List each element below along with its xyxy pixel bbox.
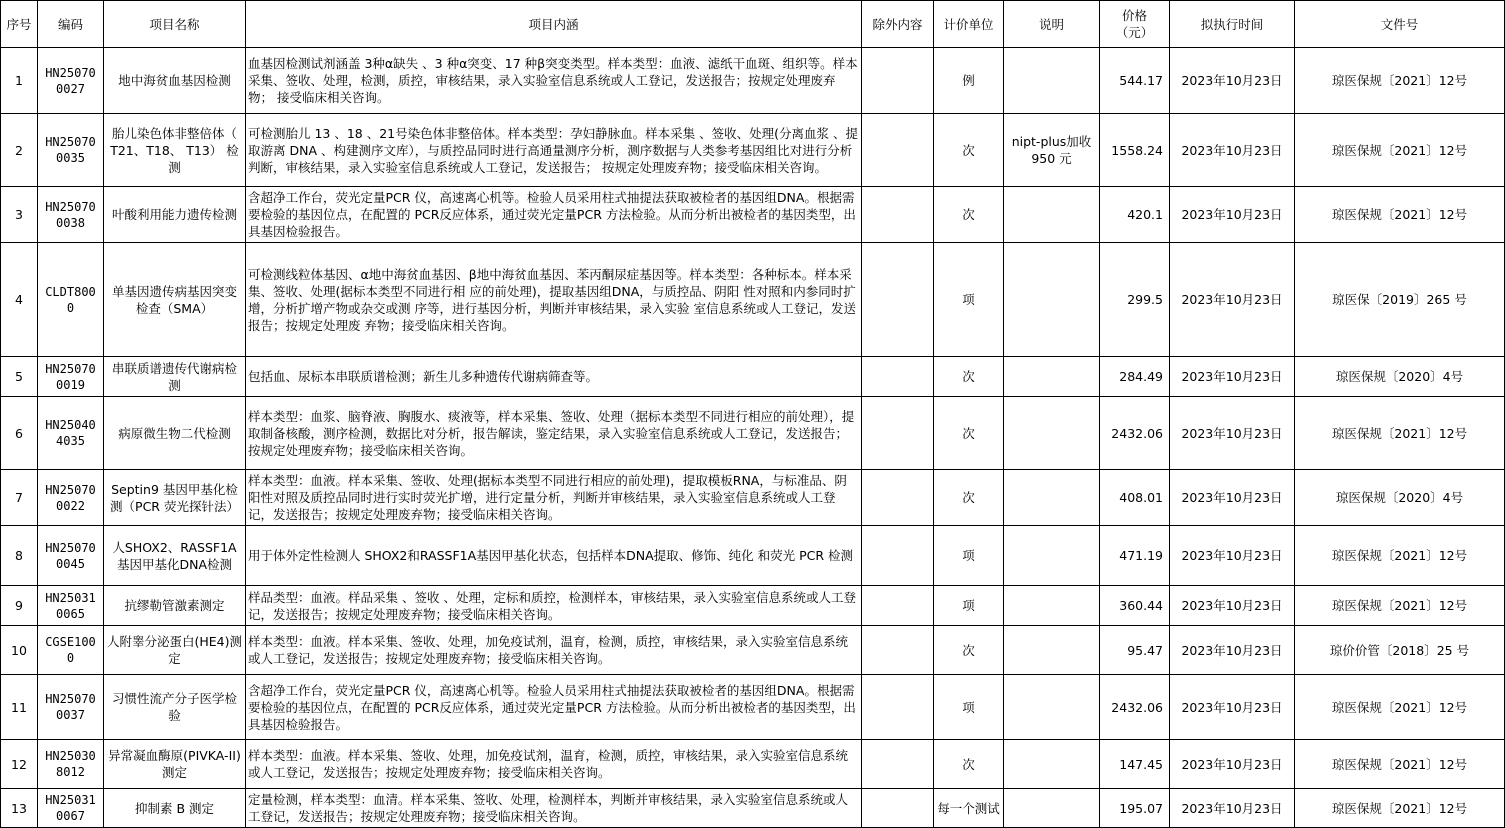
cell-price: 360.44 <box>1100 586 1170 626</box>
cell-code: HN25070 0035 <box>38 114 104 187</box>
header-row <box>1 1 1505 48</box>
cell-price: 420.1 <box>1100 187 1170 243</box>
cell-code: HN25070 0038 <box>38 187 104 243</box>
cell-name: 地中海贫血基因检测 <box>104 48 246 114</box>
cell-seq: 1 <box>1 48 38 114</box>
table-row <box>1 243 1505 357</box>
cell-code: HN25030 8012 <box>38 740 104 789</box>
cell-content: 样本类型：血浆、脑脊液、胸腹水、痰液等，样本采集、签收、处理（据标本类型不同进行相应的前处理），提取制备核酸，测序检测，数据比对分析，报告解读，鉴定结果，录入实验室信息系统或人工登记，发送报告；按规定处理废弃物；接受临床相关咨询。 <box>246 397 862 470</box>
cell-excluded <box>862 187 934 243</box>
cell-seq: 6 <box>1 397 38 470</box>
cell-code: CLDT800 0 <box>38 243 104 357</box>
cell-doc: 琼医保规〔2021〕12号 <box>1295 789 1505 828</box>
cell-content: 含超净工作台，荧光定量PCR 仪，高速离心机等。检验人员采用柱式抽提法获取被检者的基因组DNA。根据需要检验的基因位点，在配置的 PCR反应体系，通过荧光定量PCR 方法检验。从而分析出被检者的基因类型，出具基因检验报告。 <box>246 675 862 740</box>
cell-excluded <box>862 114 934 187</box>
cell-doc: 琼医保规〔2021〕12号 <box>1295 740 1505 789</box>
cell-name: 人SHOX2、RASSF1A 基因甲基化DNA检测 <box>104 526 246 586</box>
cell-doc: 琼价价管〔2018〕25 号 <box>1295 626 1505 675</box>
cell-note <box>1004 789 1100 828</box>
cell-unit: 项 <box>934 526 1004 586</box>
cell-excluded <box>862 357 934 397</box>
cell-excluded <box>862 243 934 357</box>
table-row <box>1 48 1505 114</box>
header-name: 项目名称 <box>104 1 246 48</box>
cell-unit: 项 <box>934 675 1004 740</box>
cell-unit: 次 <box>934 470 1004 526</box>
header-note: 说明 <box>1004 1 1100 48</box>
cell-doc: 琼医保规〔2021〕12号 <box>1295 397 1505 470</box>
cell-doc: 琼医保规〔2021〕12号 <box>1295 187 1505 243</box>
cell-code: CGSE100 0 <box>38 626 104 675</box>
header-content: 项目内涵 <box>246 1 862 48</box>
cell-code: HN25031 0065 <box>38 586 104 626</box>
cell-content: 可检测线粒体基因、α地中海贫血基因、β地中海贫血基因、苯丙酮尿症基因等。样本类型：各种标本。样本采集、签收、处理(据标本类型不同进行相 应的前处理)，提取基因组DNA，与质控品、阴阳 性对照和内参同时扩增，分析扩增产物或杂交或测 序等，进行基因分析，判断并审核结果，录入实验 室信息系统或人工登记，发送报告；按规定处理废 弃物；接受临床相关咨询。 <box>246 243 862 357</box>
cell-name: 抑制素 B 测定 <box>104 789 246 828</box>
cell-code: HN25070 0027 <box>38 48 104 114</box>
cell-unit: 项 <box>934 586 1004 626</box>
cell-doc: 琼医保规〔2020〕4号 <box>1295 470 1505 526</box>
cell-seq: 4 <box>1 243 38 357</box>
cell-name: 异常凝血酶原(PIVKA-II)测定 <box>104 740 246 789</box>
cell-note <box>1004 357 1100 397</box>
header-code: 编码 <box>38 1 104 48</box>
cell-unit: 每一个测试 <box>934 789 1004 828</box>
cell-excluded <box>862 740 934 789</box>
cell-content: 样本类型：血液。样本采集、签收、处理，加免疫试剂，温育，检测，质控，审核结果，录入实验室信息系统或人工登记，发送报告；按规定处理废弃物；接受临床相关咨询。 <box>246 626 862 675</box>
cell-name: 叶酸利用能力遗传检测 <box>104 187 246 243</box>
cell-price: 299.5 <box>1100 243 1170 357</box>
cell-doc: 琼医保规〔2020〕4号 <box>1295 357 1505 397</box>
cell-date: 2023年10月23日 <box>1170 789 1295 828</box>
cell-price: 2432.06 <box>1100 397 1170 470</box>
cell-note <box>1004 397 1100 470</box>
cell-seq: 7 <box>1 470 38 526</box>
cell-unit: 次 <box>934 626 1004 675</box>
cell-seq: 3 <box>1 187 38 243</box>
cell-name: Septin9 基因甲基化检测（PCR 荧光探针法） <box>104 470 246 526</box>
cell-doc: 琼医保规〔2021〕12号 <box>1295 48 1505 114</box>
cell-price: 147.45 <box>1100 740 1170 789</box>
header-excluded: 除外内容 <box>862 1 934 48</box>
table-row <box>1 114 1505 187</box>
header-unit: 计价单位 <box>934 1 1004 48</box>
cell-content: 可检测胎儿 13 、18 、21号染色体非整倍体。样本类型：孕妇静脉血。样本采集 、签收、处理(分离血浆 、提取游离 DNA 、构建测序文库），与质控品同时进行高通量测序分析，测序数据与人类参考基因组比对进行分析判断，审核结果，录入实验室信息系统或人工登记，发送报告； 按规定处理废弃物；接受临床相关咨询。 <box>246 114 862 187</box>
cell-unit: 次 <box>934 114 1004 187</box>
cell-excluded <box>862 48 934 114</box>
cell-unit: 项 <box>934 243 1004 357</box>
cell-excluded <box>862 397 934 470</box>
cell-code: HN25040 4035 <box>38 397 104 470</box>
cell-name: 胎儿染色体非整倍体（ T21、T18、 T13） 检测 <box>104 114 246 187</box>
header-doc: 文件号 <box>1295 1 1505 48</box>
cell-price: 1558.24 <box>1100 114 1170 187</box>
cell-doc: 琼医保规〔2021〕12号 <box>1295 675 1505 740</box>
cell-seq: 8 <box>1 526 38 586</box>
cell-code: HN25070 0045 <box>38 526 104 586</box>
cell-excluded <box>862 626 934 675</box>
cell-date: 2023年10月23日 <box>1170 740 1295 789</box>
cell-unit: 次 <box>934 740 1004 789</box>
cell-content: 包括血、尿标本串联质谱检测；新生儿多种遗传代谢病筛查等。 <box>246 357 862 397</box>
cell-excluded <box>862 675 934 740</box>
cell-code: HN25070 0022 <box>38 470 104 526</box>
cell-excluded <box>862 789 934 828</box>
cell-price: 95.47 <box>1100 626 1170 675</box>
table-row <box>1 187 1505 243</box>
cell-date: 2023年10月23日 <box>1170 675 1295 740</box>
cell-date: 2023年10月23日 <box>1170 470 1295 526</box>
cell-code: HN25070 0019 <box>38 357 104 397</box>
cell-date: 2023年10月23日 <box>1170 526 1295 586</box>
cell-note <box>1004 586 1100 626</box>
cell-doc: 琼医保规〔2021〕12号 <box>1295 526 1505 586</box>
cell-date: 2023年10月23日 <box>1170 357 1295 397</box>
cell-unit: 次 <box>934 187 1004 243</box>
cell-price: 408.01 <box>1100 470 1170 526</box>
cell-note <box>1004 470 1100 526</box>
header-price: 价格 （元） <box>1100 1 1170 48</box>
cell-note <box>1004 243 1100 357</box>
cell-date: 2023年10月23日 <box>1170 586 1295 626</box>
cell-content: 样本类型：血液。样本采集、签收、处理，加免疫试剂，温育，检测，质控，审核结果，录入实验室信息系统或人工登记，发送报告；按规定处理废弃物；接受临床相关咨询。 <box>246 740 862 789</box>
cell-seq: 9 <box>1 586 38 626</box>
header-seq: 序号 <box>1 1 38 48</box>
cell-date: 2023年10月23日 <box>1170 48 1295 114</box>
cell-excluded <box>862 586 934 626</box>
cell-note <box>1004 675 1100 740</box>
cell-content: 含超净工作台，荧光定量PCR 仪，高速离心机等。检验人员采用柱式抽提法获取被检者的基因组DNA。根据需要检验的基因位点，在配置的 PCR反应体系，通过荧光定量PCR 方法检验。从而分析出被检者的基因类型，出具基因检验报告。 <box>246 187 862 243</box>
table-row <box>1 586 1505 626</box>
cell-code: HN25031 0067 <box>38 789 104 828</box>
cell-seq: 5 <box>1 357 38 397</box>
cell-seq: 13 <box>1 789 38 828</box>
cell-content: 定量检测，样本类型：血清。样本采集、签收、处理，检测样本，判断并审核结果，录入实验室信息系统或人工登记，发送报告；按规定处理废弃物；接受临床相关咨询。 <box>246 789 862 828</box>
cell-note <box>1004 526 1100 586</box>
cell-name: 单基因遗传病基因突变检查（SMA） <box>104 243 246 357</box>
table-row <box>1 526 1505 586</box>
cell-content: 用于体外定性检测人 SHOX2和RASSF1A基因甲基化状态，包括样本DNA提取、修饰、纯化 和荧光 PCR 检测 <box>246 526 862 586</box>
cell-content: 血基因检测试剂涵盖 3种α缺失 、3 种α突变、17 种β突变类型。样本类型：血液、滤纸干血斑、组织等。样本采集、签收、处理，检测，质控，审核结果，录入实验室信息系统或人工登记，发送报告；按规定处理废弃物； 接受临床相关咨询。 <box>246 48 862 114</box>
table-row <box>1 357 1505 397</box>
cell-seq: 10 <box>1 626 38 675</box>
cell-note <box>1004 187 1100 243</box>
table-row <box>1 626 1505 675</box>
table-row <box>1 740 1505 789</box>
cell-code: HN25070 0037 <box>38 675 104 740</box>
cell-seq: 11 <box>1 675 38 740</box>
cell-content: 样品类型：血液。样品采集 、签收 、处理，定标和质控，检测样本，审核结果，录入实验室信息系统或人工登记，发送报告；按规定处理废弃物；接受临床相关咨询。 <box>246 586 862 626</box>
cell-date: 2023年10月23日 <box>1170 626 1295 675</box>
cell-price: 284.49 <box>1100 357 1170 397</box>
cell-doc: 琼医保规〔2021〕12号 <box>1295 586 1505 626</box>
cell-unit: 例 <box>934 48 1004 114</box>
cell-date: 2023年10月23日 <box>1170 397 1295 470</box>
cell-date: 2023年10月23日 <box>1170 114 1295 187</box>
cell-name: 习惯性流产分子医学检验 <box>104 675 246 740</box>
table-row <box>1 675 1505 740</box>
cell-date: 2023年10月23日 <box>1170 187 1295 243</box>
cell-name: 串联质谱遗传代谢病检测 <box>104 357 246 397</box>
cell-price: 2432.06 <box>1100 675 1170 740</box>
cell-note <box>1004 740 1100 789</box>
cell-price: 544.17 <box>1100 48 1170 114</box>
cell-name: 人附睾分泌蛋白(HE4)测定 <box>104 626 246 675</box>
table-row <box>1 789 1505 828</box>
header-date: 拟执行时间 <box>1170 1 1295 48</box>
cell-price: 471.19 <box>1100 526 1170 586</box>
cell-unit: 次 <box>934 357 1004 397</box>
cell-seq: 2 <box>1 114 38 187</box>
table-row <box>1 470 1505 526</box>
cell-name: 抗缪勒管激素测定 <box>104 586 246 626</box>
cell-unit: 次 <box>934 397 1004 470</box>
cell-price: 195.07 <box>1100 789 1170 828</box>
cell-name: 病原微生物二代检测 <box>104 397 246 470</box>
cell-doc: 琼医保〔2019〕265 号 <box>1295 243 1505 357</box>
cell-seq: 12 <box>1 740 38 789</box>
cell-excluded <box>862 470 934 526</box>
table-row <box>1 397 1505 470</box>
cell-doc: 琼医保规〔2021〕12号 <box>1295 114 1505 187</box>
cell-note <box>1004 626 1100 675</box>
cell-excluded <box>862 526 934 586</box>
cell-content: 样本类型：血液。样本采集、签收、处理(据标本类型不同进行相应的前处理)，提取模板RNA，与标准品、阴阳性对照及质控品同时进行实时荧光扩增，进行定量分析，判断并审核结果，录入实验室信息系统或人工登记，发送报告；按规定处理废弃物；接受临床相关咨询。 <box>246 470 862 526</box>
cell-note: nipt-plus加收 950 元 <box>1004 114 1100 187</box>
cell-note <box>1004 48 1100 114</box>
cell-date: 2023年10月23日 <box>1170 243 1295 357</box>
